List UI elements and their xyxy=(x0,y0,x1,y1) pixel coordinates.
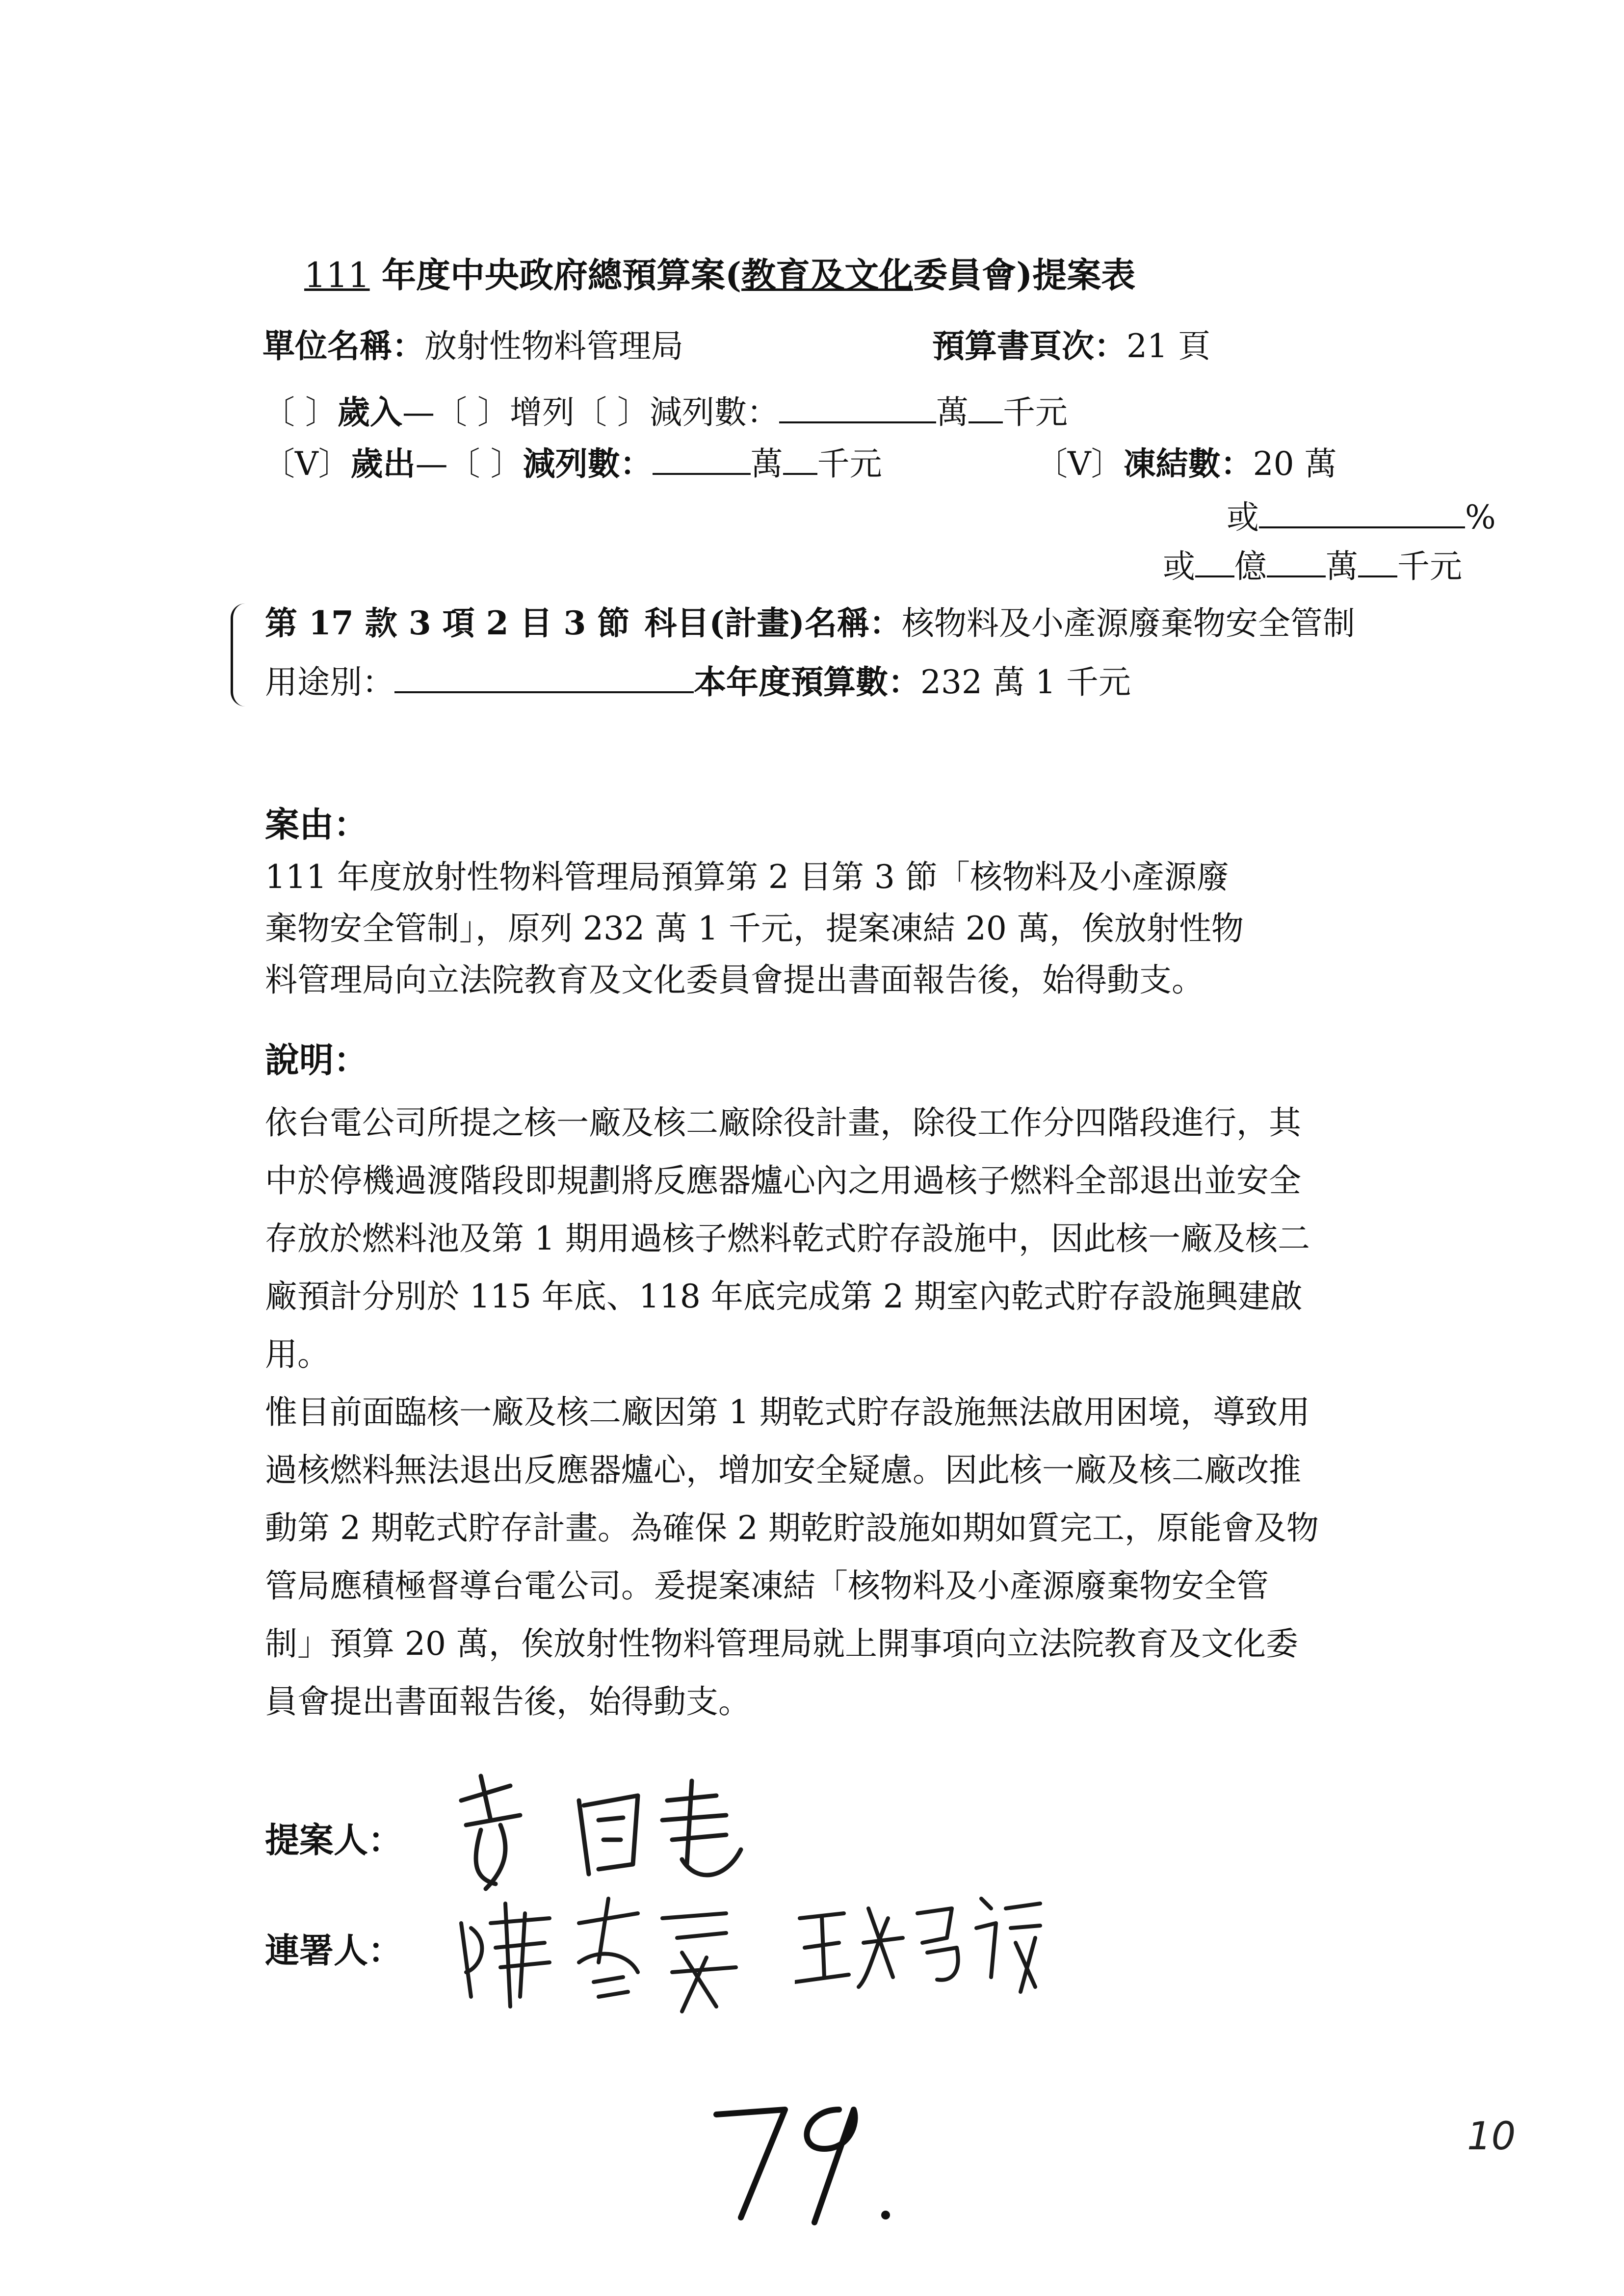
handwritten-number xyxy=(702,2095,908,2232)
freeze-label: 凍結數： xyxy=(1123,444,1253,483)
budget-label: 本年度預算數： xyxy=(694,663,920,701)
subject-brace xyxy=(231,603,253,706)
usage-blank xyxy=(394,664,694,693)
or-amount-yi: 億 xyxy=(1234,548,1267,585)
title-committee: 教育及文化 xyxy=(741,255,914,295)
page-ref-row xyxy=(932,321,1210,371)
or-qian-blank xyxy=(1358,548,1397,577)
expense-reduce-checkbox: 〔 〕 xyxy=(447,445,523,483)
explanation-line: 過核燃料無法退出反應器爐心，增加安全疑慮。因此核一廠及核二廠改推 xyxy=(265,1451,1301,1489)
subject-row xyxy=(265,599,1355,648)
revenue-add-checkbox: 〔 〕 xyxy=(434,393,510,431)
proposer-label: 提案人： xyxy=(265,1820,402,1860)
or-wan-blank xyxy=(1267,548,1326,577)
revenue-dash: — xyxy=(402,393,435,431)
cosigner-signature-2 xyxy=(795,1879,1050,1997)
or-amount-row xyxy=(1163,542,1462,591)
page-ref-label: 預算書頁次： xyxy=(932,327,1126,365)
explanation-line: 廠預計分別於 115 年底、118 年底完成第 2 期室內乾式貯存設施興建啟 xyxy=(265,1278,1303,1315)
revenue-wan: 萬 xyxy=(936,393,969,431)
expense-row xyxy=(262,439,882,489)
expense-reduce-label: 減列數： xyxy=(523,444,653,483)
reason-line: 料管理局向立法院教育及文化委員會提出書面報告後，始得動支。 xyxy=(265,961,1204,999)
freeze-value: 20 萬 xyxy=(1253,445,1337,483)
expense-checkbox: 〔V〕 xyxy=(262,445,351,483)
or-percent-or: 或 xyxy=(1227,498,1259,536)
expense-wan: 萬 xyxy=(750,445,783,483)
or-percent-row xyxy=(1227,493,1496,542)
reason-body xyxy=(265,851,1393,1006)
explanation-line: 惟目前面臨核一廠及核二廠因第 1 期乾式貯存設施無法啟用困境，導致用 xyxy=(265,1393,1310,1431)
expense-qian-blank xyxy=(783,445,817,475)
or-amount-qian-yuan: 千元 xyxy=(1397,548,1462,585)
explanation-line: 動第 2 期乾式貯存計畫。為確保 2 期乾貯設施如期如質完工，原能會及物 xyxy=(265,1509,1319,1547)
subject-name-label: 科目(計畫)名稱： xyxy=(644,604,902,642)
expense-label: 歲出 xyxy=(350,444,416,483)
expense-dash: — xyxy=(415,445,448,483)
expense-qian-yuan: 千元 xyxy=(817,445,882,483)
or-percent-pct: % xyxy=(1465,498,1496,536)
budget-value: 232 萬 1 千元 xyxy=(920,663,1131,701)
revenue-checkbox: 〔 〕 xyxy=(262,393,338,431)
revenue-qian-blank xyxy=(969,394,1003,423)
page-mark: 10 xyxy=(1467,2114,1516,2159)
unit-label: 單位名稱： xyxy=(262,327,424,365)
page-ref-value: 21 頁 xyxy=(1126,327,1210,365)
unit-value: 放射性物料管理局 xyxy=(424,327,683,365)
explanation-line: 用。 xyxy=(265,1335,330,1373)
explanation-line: 依台電公司所提之核一廠及核二廠除役計畫，除役工作分四階段進行，其 xyxy=(265,1104,1301,1142)
proposer-signature xyxy=(451,1766,805,1894)
explanation-line: 存放於燃料池及第 1 期用過核子燃料乾式貯存設施中，因此核一廠及核二 xyxy=(265,1220,1310,1257)
explanation-body xyxy=(265,1094,1501,1731)
revenue-reduce-label: 減列數： xyxy=(649,393,779,431)
cosigner-signature-1 xyxy=(451,1884,765,2021)
title-part1: 年度中央政府總預算案( xyxy=(369,255,742,295)
cosigner-label: 連署人： xyxy=(265,1930,402,1971)
title-year: 111 xyxy=(304,255,370,295)
reason-line: 111 年度放射性物料管理局預算第 2 目第 3 節「核物料及小產源廢 xyxy=(265,858,1229,896)
revenue-reduce-checkbox: 〔 〕 xyxy=(574,393,650,431)
revenue-row xyxy=(262,388,1068,437)
explanation-line: 中於停機過渡階段即規劃將反應器爐心內之用過核子燃料全部退出並安全 xyxy=(265,1162,1301,1200)
explanation-line: 員會提出書面報告後，始得動支。 xyxy=(265,1683,751,1721)
expense-amount-blank xyxy=(653,445,751,475)
explanation-heading: 說明： xyxy=(265,1040,368,1080)
revenue-qian-yuan: 千元 xyxy=(1002,393,1068,431)
explanation-line: 制」預算 20 萬，俟放射性物料管理局就上開事項向立法院教育及文化委 xyxy=(265,1625,1298,1663)
title-part2: 委員會)提案表 xyxy=(913,255,1136,295)
explanation-line: 管局應積極督導台電公司。爰提案凍結「核物料及小產源廢棄物安全管 xyxy=(265,1567,1269,1605)
or-percent-blank xyxy=(1259,499,1465,528)
usage-row xyxy=(265,657,1131,707)
subject-name-value: 核物料及小產源廢棄物安全管制 xyxy=(901,604,1355,642)
or-yi-blank xyxy=(1195,548,1234,577)
document-title xyxy=(304,248,1135,297)
revenue-label: 歲入 xyxy=(337,393,402,431)
reason-heading: 案由： xyxy=(265,804,368,845)
unit-row xyxy=(262,321,683,371)
usage-label: 用途別： xyxy=(265,663,394,701)
or-amount-or: 或 xyxy=(1163,548,1195,585)
subject-code: 第 17 款 3 項 2 目 3 節 xyxy=(265,604,630,642)
freeze-checkbox: 〔V〕 xyxy=(1035,445,1124,483)
revenue-add-label: 增列 xyxy=(509,393,575,431)
revenue-amount-blank xyxy=(779,394,936,423)
reason-line: 棄物安全管制」，原列 232 萬 1 千元，提案凍結 20 萬，俟放射性物 xyxy=(265,910,1244,947)
freeze-group xyxy=(1035,439,1337,489)
or-amount-wan: 萬 xyxy=(1326,548,1358,585)
